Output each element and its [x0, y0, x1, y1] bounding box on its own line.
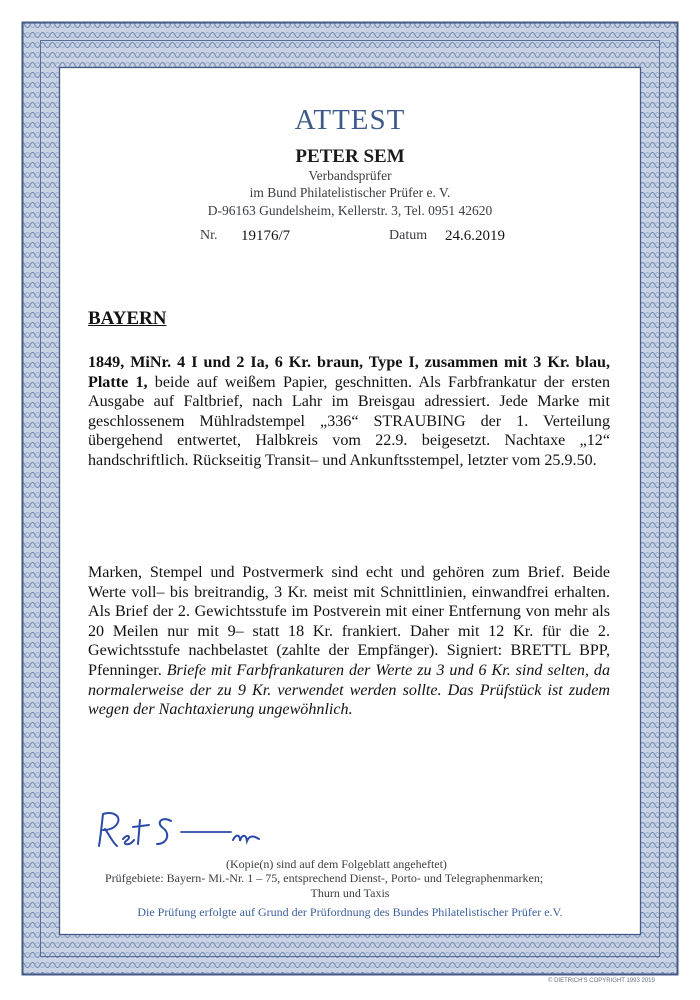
number-value: 19176/7	[241, 228, 291, 244]
assessment-italic-note: Briefe mit Farbfrankaturen der Werte zu 3 und 6 Kr. sind selten, da normalerweise der zu 9 Kr. verwendet werden sollte. Das Prüfstück ist zudem wegen der Nachtaxierung ungewöhnlich.	[88, 661, 610, 719]
copyright-notice: © DIETRICH'S COPYRIGHT 1993 2019	[548, 978, 655, 984]
legal-note: Die Prüfung erfolgte auf Grund der Prüfordnung des Bundes Philatelistischer Prüfer e.V.	[137, 905, 563, 919]
date-label: Datum	[389, 228, 428, 243]
description-bold-intro: 1849, MiNr. 4 I und 2 Ia, 6 Kr. braun, Type I, zusammen mit 3 Kr. blau, Platte 1,	[88, 354, 610, 391]
certificate-title: ATTEST	[294, 104, 406, 136]
number-label: Nr.	[200, 228, 218, 243]
date-value: 24.6.2019	[445, 228, 505, 244]
test-scope-line-1: Prüfgebiete: Bayern- Mi.-Nr. 1 – 75, entsprechend Dienst-, Porto- und Telegraphenmarken;	[105, 871, 544, 885]
description-text: beide auf weißem Papier, geschnitten. Als Farbfrankatur der ersten Ausgabe auf Faltbrief, nach Lahr im Breisgau adressiert. Jede Marke mit geschlossenem Mühlradstempel „336“ STRAUBING der 1. Verteilung übergehend entwertet, Halbkreis vom 22.9. beigesetzt. Nachtaxe „12“ handschriftlich. Rückseitig Transit– und Ankunftsstempel, letzter vom 25.9.50.	[88, 373, 610, 469]
issuer-role: Verbandsprüfer	[308, 168, 392, 183]
copies-note: (Kopie(n) sind auf dem Folgeblatt angeheftet)	[226, 857, 447, 871]
assessment-text: Marken, Stempel und Postvermerk sind echt und gehören zum Brief. Beide Werte voll– bis breitrandig, 3 Kr. meist mit Schnittlinien, einwandfrei erhalten. Als Brief der 2. Gewichtsstufe im Postverein mit einer Entfernung von mehr als 20 Meilen nur mit 9– statt 18 Kr. frankiert. Daher mit 12 Kr. für die 2. Gewichtsstufe nachbelastet (zahlte der Empfänger). Signiert: BRETTL BPP, Pfenninger.	[88, 564, 610, 679]
test-scope-line-2: Thurn und Taxis	[310, 886, 390, 900]
description-paragraph	[88, 353, 610, 471]
assessment-paragraph	[88, 563, 610, 720]
section-heading: BAYERN	[88, 308, 167, 329]
issuer-name: PETER SEM	[295, 146, 405, 167]
handwritten-signature	[95, 810, 265, 857]
issuer-association: im Bund Philatelistischer Prüfer e. V.	[249, 185, 451, 200]
issuer-address: D-96163 Gundelsheim, Kellerstr. 3, Tel. 0951 42620	[207, 203, 493, 218]
